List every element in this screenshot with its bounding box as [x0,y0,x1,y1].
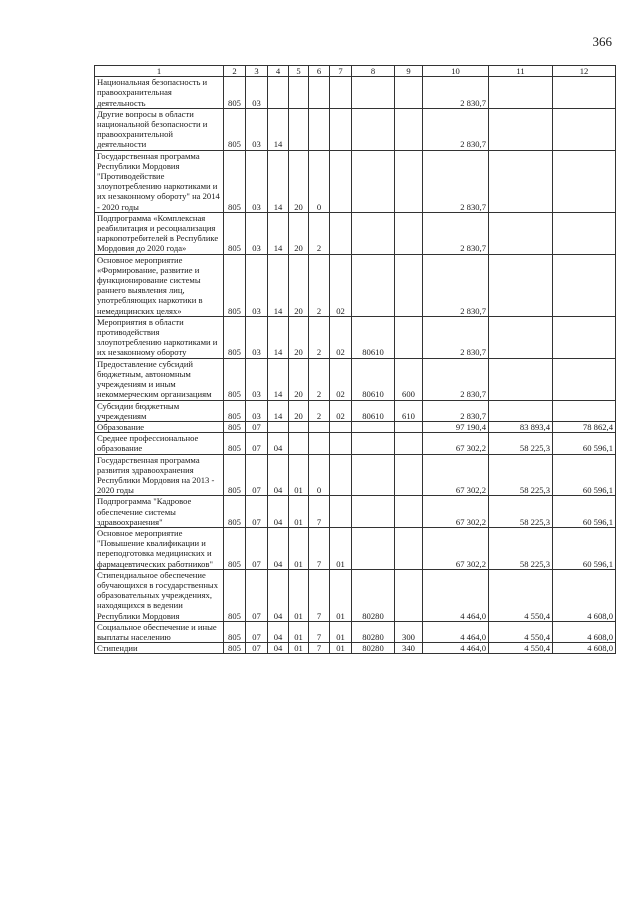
chapter-code: 805 [224,621,246,642]
direction-code [352,108,395,150]
table-row [95,150,616,212]
event-code: 02 [330,316,352,358]
table-row [95,527,616,569]
amount-2020: 60 596,1 [553,433,616,454]
direction-code: 80280 [352,621,395,642]
table-row [95,454,616,496]
row-name: Основное мероприятие "Повышение квалификации и переподготовка медицинских и фармацевтических работников" [95,527,224,569]
amount-2020 [553,77,616,109]
amount-2019: 58 225,3 [489,454,553,496]
program-code [289,108,309,150]
chapter-code: 805 [224,527,246,569]
chapter-code: 805 [224,77,246,109]
subsection-code: 14 [268,150,289,212]
chapter-code: 805 [224,421,246,432]
amount-2019 [489,254,553,316]
row-name: Стипендии [95,643,224,654]
chapter-code: 805 [224,358,246,400]
row-name: Государственная программа Республики Мордовия "Противодействие злоупотреблению наркотиками и их незаконному обороту" на 2014 - 2020 годы [95,150,224,212]
expense-type-code [395,77,423,109]
subsection-code: 04 [268,454,289,496]
chapter-code: 805 [224,569,246,621]
subprogram-code [309,433,330,454]
direction-code: 80610 [352,400,395,421]
table-row [95,212,616,254]
direction-code [352,254,395,316]
subsection-code: 04 [268,643,289,654]
chapter-code: 805 [224,150,246,212]
subprogram-code: 7 [309,569,330,621]
program-code: 20 [289,212,309,254]
amount-2020 [553,316,616,358]
table-row [95,569,616,621]
amount-2019: 4 550,4 [489,569,553,621]
direction-code: 80610 [352,316,395,358]
row-name: Среднее профессиональное образование [95,433,224,454]
subsection-code [268,77,289,109]
section-code: 03 [246,77,268,109]
amount-2018: 4 464,0 [423,643,489,654]
amount-2019: 4 550,4 [489,643,553,654]
subsection-code: 14 [268,212,289,254]
chapter-code: 805 [224,433,246,454]
subprogram-code [309,77,330,109]
amount-2018: 2 830,7 [423,108,489,150]
event-code [330,212,352,254]
row-name: Другие вопросы в области национальной безопасности и правоохранительной деятельности [95,108,224,150]
table-row [95,400,616,421]
program-code: 01 [289,454,309,496]
chapter-code: 805 [224,212,246,254]
section-code: 07 [246,433,268,454]
event-code: 02 [330,254,352,316]
amount-2019: 58 225,3 [489,496,553,528]
program-code: 01 [289,527,309,569]
section-code: 03 [246,212,268,254]
amount-2018: 2 830,7 [423,400,489,421]
amount-2020: 78 862,4 [553,421,616,432]
table-row [95,358,616,400]
program-code: 20 [289,358,309,400]
budget-table [94,65,616,654]
amount-2018: 67 302,2 [423,433,489,454]
amount-2019 [489,108,553,150]
expense-type-code [395,316,423,358]
section-code: 07 [246,496,268,528]
section-code: 03 [246,400,268,421]
amount-2019 [489,150,553,212]
column-header: 3 [246,66,268,77]
program-code: 20 [289,254,309,316]
program-code [289,433,309,454]
direction-code [352,212,395,254]
expense-type-code: 600 [395,358,423,400]
subprogram-code: 0 [309,454,330,496]
event-code [330,150,352,212]
row-name: Социальное обеспечение и иные выплаты населению [95,621,224,642]
row-name: Субсидии бюджетным учреждениям [95,400,224,421]
column-header: 7 [330,66,352,77]
expense-type-code: 610 [395,400,423,421]
amount-2018: 67 302,2 [423,527,489,569]
amount-2018: 2 830,7 [423,254,489,316]
section-code: 07 [246,454,268,496]
event-code: 01 [330,621,352,642]
expense-type-code [395,254,423,316]
section-code: 07 [246,527,268,569]
chapter-code: 805 [224,454,246,496]
column-header: 2 [224,66,246,77]
event-code: 01 [330,569,352,621]
row-name: Подпрограмма "Кадровое обеспечение системы здравоохранения" [95,496,224,528]
amount-2020 [553,212,616,254]
section-code: 03 [246,358,268,400]
subsection-code: 04 [268,621,289,642]
event-code [330,108,352,150]
expense-type-code [395,433,423,454]
chapter-code: 805 [224,400,246,421]
event-code: 02 [330,358,352,400]
subsection-code: 14 [268,400,289,421]
amount-2019 [489,316,553,358]
program-code: 01 [289,496,309,528]
table-row [95,621,616,642]
amount-2019 [489,212,553,254]
subprogram-code: 2 [309,316,330,358]
amount-2018: 2 830,7 [423,358,489,400]
direction-code [352,421,395,432]
event-code [330,77,352,109]
amount-2018: 67 302,2 [423,454,489,496]
column-header: 8 [352,66,395,77]
direction-code [352,527,395,569]
direction-code [352,454,395,496]
program-code: 20 [289,400,309,421]
event-code: 01 [330,527,352,569]
amount-2018: 97 190,4 [423,421,489,432]
subprogram-code [309,421,330,432]
amount-2019 [489,400,553,421]
expense-type-code [395,527,423,569]
section-code: 07 [246,621,268,642]
amount-2020: 4 608,0 [553,569,616,621]
table-row [95,254,616,316]
amount-2020 [553,150,616,212]
event-code [330,454,352,496]
amount-2019 [489,358,553,400]
row-name: Предоставление субсидий бюджетным, автономным учреждениям и иным некоммерческим организациям [95,358,224,400]
table-row [95,316,616,358]
amount-2018: 4 464,0 [423,569,489,621]
amount-2020: 60 596,1 [553,527,616,569]
expense-type-code [395,496,423,528]
subsection-code: 14 [268,358,289,400]
direction-code [352,77,395,109]
expense-type-code: 340 [395,643,423,654]
event-code [330,421,352,432]
amount-2018: 2 830,7 [423,212,489,254]
chapter-code: 805 [224,108,246,150]
chapter-code: 805 [224,643,246,654]
column-header: 9 [395,66,423,77]
amount-2020 [553,400,616,421]
section-code: 07 [246,421,268,432]
subprogram-code: 2 [309,212,330,254]
amount-2020: 4 608,0 [553,643,616,654]
section-code: 03 [246,316,268,358]
row-name: Образование [95,421,224,432]
expense-type-code [395,108,423,150]
program-code [289,421,309,432]
direction-code [352,433,395,454]
subprogram-code: 7 [309,643,330,654]
row-name: Мероприятия в области противодействия злоупотреблению наркотиками и их незаконному обороту [95,316,224,358]
direction-code: 80280 [352,569,395,621]
subprogram-code [309,108,330,150]
subprogram-code: 0 [309,150,330,212]
amount-2020: 60 596,1 [553,496,616,528]
table-row [95,77,616,109]
amount-2019: 83 893,4 [489,421,553,432]
amount-2018: 2 830,7 [423,77,489,109]
section-code: 07 [246,643,268,654]
amount-2018: 2 830,7 [423,316,489,358]
subsection-code: 04 [268,569,289,621]
column-header: 4 [268,66,289,77]
column-header: 6 [309,66,330,77]
amount-2018: 67 302,2 [423,496,489,528]
amount-2019: 58 225,3 [489,527,553,569]
row-name: Основное мероприятие «Формирование, развитие и функционирование системы раннего выявления лиц, употребляющих наркотики в немедицинских целях» [95,254,224,316]
page-number: 366 [592,34,612,49]
amount-2020 [553,358,616,400]
table-row [95,433,616,454]
direction-code [352,150,395,212]
subsection-code: 04 [268,527,289,569]
table-row [95,108,616,150]
subsection-code: 14 [268,108,289,150]
row-name: Подпрограмма «Комплексная реабилитация и ресоциализация наркопотребителей в Республике Мордовия до 2020 года» [95,212,224,254]
amount-2019: 58 225,3 [489,433,553,454]
program-code [289,77,309,109]
subprogram-code: 2 [309,358,330,400]
column-header: 10 [423,66,489,77]
subprogram-code: 2 [309,254,330,316]
column-number-row [95,66,616,77]
section-code: 03 [246,150,268,212]
subsection-code: 14 [268,254,289,316]
column-header: 12 [553,66,616,77]
subsection-code: 04 [268,433,289,454]
amount-2019: 4 550,4 [489,621,553,642]
row-name: Национальная безопасность и правоохранительная деятельность [95,77,224,109]
amount-2020: 60 596,1 [553,454,616,496]
table-row [95,496,616,528]
table-row [95,643,616,654]
subprogram-code: 7 [309,621,330,642]
section-code: 07 [246,569,268,621]
event-code: 02 [330,400,352,421]
event-code [330,496,352,528]
expense-type-code [395,569,423,621]
subsection-code: 04 [268,496,289,528]
subsection-code [268,421,289,432]
chapter-code: 805 [224,316,246,358]
program-code: 20 [289,150,309,212]
expense-type-code: 300 [395,621,423,642]
program-code: 01 [289,569,309,621]
direction-code: 80610 [352,358,395,400]
chapter-code: 805 [224,496,246,528]
amount-2019 [489,77,553,109]
program-code: 01 [289,643,309,654]
event-code: 01 [330,643,352,654]
section-code: 03 [246,108,268,150]
amount-2018: 4 464,0 [423,621,489,642]
subprogram-code: 7 [309,496,330,528]
table-row [95,421,616,432]
column-header: 5 [289,66,309,77]
subprogram-code: 2 [309,400,330,421]
event-code [330,433,352,454]
chapter-code: 805 [224,254,246,316]
amount-2018: 2 830,7 [423,150,489,212]
row-name: Государственная программа развития здравоохранения Республики Мордовия на 2013 - 2020 годы [95,454,224,496]
program-code: 01 [289,621,309,642]
direction-code [352,496,395,528]
row-name: Стипендиальное обеспечение обучающихся в государственных образовательных учреждениях, находящихся в ведении Республики Мордовия [95,569,224,621]
section-code: 03 [246,254,268,316]
subsection-code: 14 [268,316,289,358]
program-code: 20 [289,316,309,358]
column-header: 1 [95,66,224,77]
expense-type-code [395,150,423,212]
expense-type-code [395,421,423,432]
amount-2020 [553,254,616,316]
amount-2020 [553,108,616,150]
direction-code: 80280 [352,643,395,654]
column-header: 11 [489,66,553,77]
expense-type-code [395,454,423,496]
amount-2020: 4 608,0 [553,621,616,642]
expense-type-code [395,212,423,254]
subprogram-code: 7 [309,527,330,569]
